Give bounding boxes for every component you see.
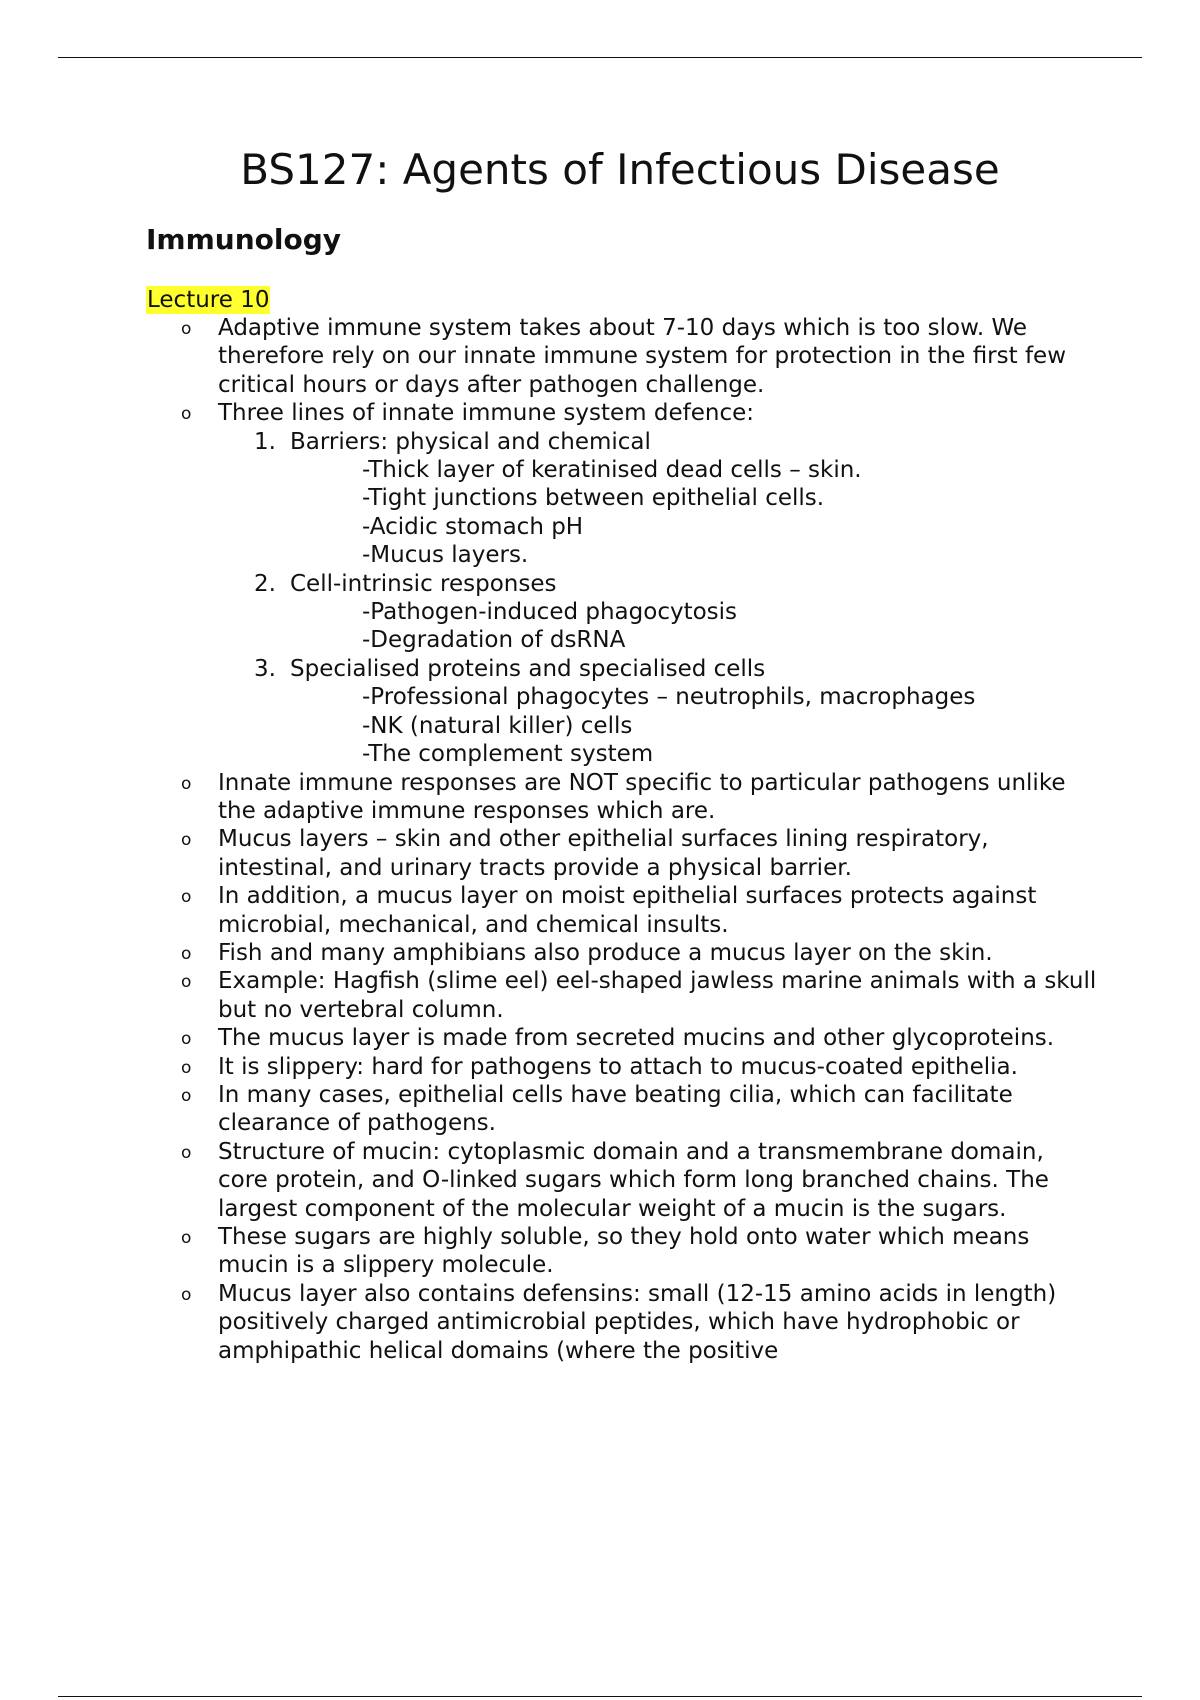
bullet-marker: o [181, 773, 192, 794]
bullet-text: In addition, a mucus layer on moist epithelial surfaces protects against microbial, mechanical, and chemical insults. [218, 883, 1037, 938]
bullet-text: Mucus layers – skin and other epithelial surfaces lining respiratory, intestinal, and urinary tracts provide a physical barrier. [218, 826, 989, 881]
bullet-item [0, 939, 1098, 967]
bullet-text: Innate immune responses are NOT specific to particular pathogens unlike the adaptive immune responses which are. [218, 769, 1066, 824]
detail-line: -Mucus layers. [362, 542, 529, 569]
item-number: 2. [254, 570, 276, 597]
detail-line: -Degradation of dsRNA [362, 627, 626, 654]
header-rule [58, 57, 1142, 58]
bullet-marker: o [181, 319, 192, 339]
bullet-item [0, 967, 1098, 1024]
bullet-marker: o [181, 1029, 192, 1050]
bullet-item [0, 1081, 1098, 1138]
lecture-label-highlighted: Lecture 10 [147, 287, 270, 313]
document-title: BS127: Agents of Infectious Disease [240, 145, 1000, 194]
numbered-item [218, 655, 1098, 769]
bullet-marker: o [181, 1142, 192, 1163]
bullet-item [0, 882, 1098, 939]
bullet-text: In many cases, epithelial cells have beating cilia, which can facilitate clearance of pathogens. [218, 1081, 1013, 1137]
item-number: 3. [254, 655, 276, 682]
detail-line: -Tight junctions between epithelial cells. [362, 485, 825, 512]
numbered-item-text: Cell-intrinsic responses [290, 570, 557, 597]
bullet-item [0, 825, 1098, 882]
bullet-marker: o [181, 1228, 192, 1248]
bullet-text: Structure of mucin: cytoplasmic domain and a transmembrane domain, core protein, and O-linked sugars which form long branched chains. The largest component of the molecular weight of a mucin is the sugars. [218, 1138, 1049, 1222]
numbered-item [218, 428, 1098, 570]
bullet-marker: o [181, 1284, 192, 1305]
numbered-item-text: Barriers: physical and chemical [290, 428, 651, 455]
bullet-marker: o [181, 1085, 192, 1106]
bullet-item [0, 314, 1098, 399]
bullet-text: These sugars are highly soluble, so they hold onto water which means mucin is a slippery molecule. [218, 1224, 1030, 1279]
detail-line: -The complement system [362, 741, 654, 768]
detail-line: -Pathogen-induced phagocytosis [362, 599, 738, 626]
numbered-item [218, 570, 1098, 655]
bullet-text: It is slippery: hard for pathogens to attach to mucus-coated epithelia. [218, 1053, 1018, 1080]
bullet-marker: o [181, 404, 192, 425]
bullet-marker: o [181, 1057, 192, 1078]
bullet-text: Example: Hagfish (slime eel) eel-shaped jawless marine animals with a skull but no vertebral column. [218, 968, 1097, 1023]
bullet-item [0, 399, 1098, 768]
numbered-list [218, 428, 1098, 769]
bullet-item [0, 1138, 1098, 1223]
bullet-item [0, 1280, 1098, 1365]
bullet-marker: o [181, 972, 192, 993]
bullet-item [0, 769, 1098, 826]
notes-bullet-list [0, 314, 1200, 1365]
numbered-item-text: Specialised proteins and specialised cells [290, 655, 766, 682]
bullet-item [0, 1053, 1098, 1081]
bullet-item [0, 1024, 1098, 1052]
bullet-text: Three lines of innate immune system defence: [218, 400, 754, 427]
section-heading: Immunology [146, 223, 342, 256]
bullet-text: The mucus layer is made from secreted mucins and other glycoproteins. [218, 1025, 1055, 1052]
detail-line: -Professional phagocytes – neutrophils, macrophages [362, 684, 976, 711]
detail-line: -NK (natural killer) cells [362, 712, 633, 739]
detail-line: -Acidic stomach pH [362, 513, 584, 540]
bullet-marker: o [181, 830, 192, 851]
footer-rule [58, 1696, 1142, 1697]
bullet-marker: o [181, 943, 192, 964]
bullet-text: Fish and many amphibians also produce a mucus layer on the skin. [218, 939, 993, 966]
bullet-text: Mucus layer also contains defensins: small (12-15 amino acids in length) positively charged antimicrobial peptides, which have hydrophobic or amphipathic helical domains (where the positive [218, 1280, 1057, 1364]
bullet-text: Adaptive immune system takes about 7-10 days which is too slow. We therefore rely on our innate immune system for protection in the first few critical hours or days after pathogen challenge. [218, 315, 1067, 398]
detail-line: -Thick layer of keratinised dead cells – skin. [362, 457, 862, 484]
bullet-item [0, 1223, 1098, 1280]
item-number: 1. [254, 428, 276, 455]
bullet-marker: o [181, 887, 192, 908]
